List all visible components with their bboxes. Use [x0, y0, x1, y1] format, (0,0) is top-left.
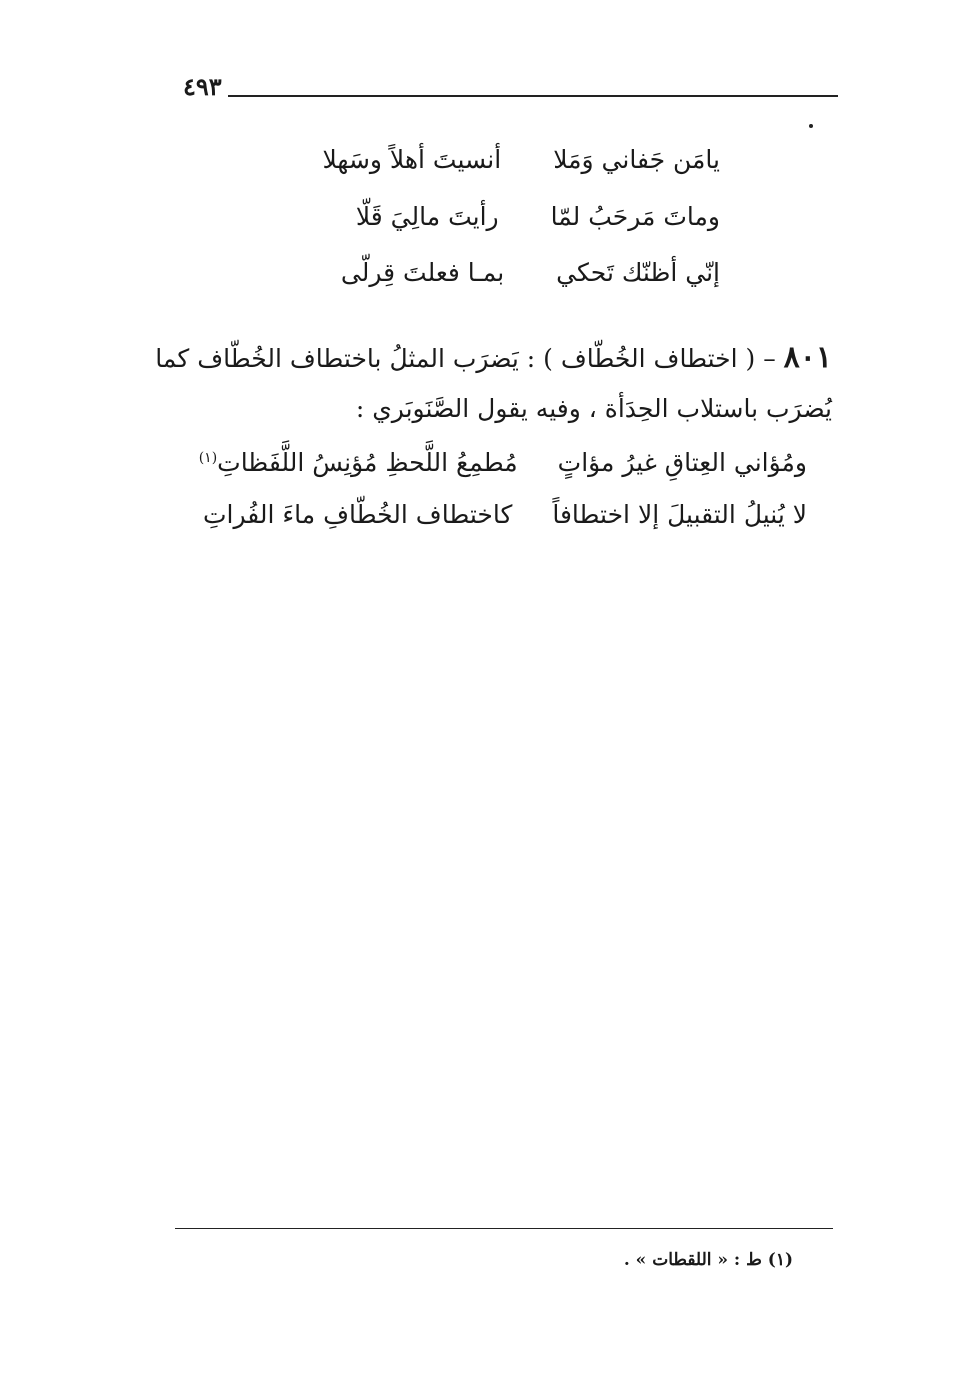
- verse-second-text: مُطمِعُ اللَّحظِ مُؤنِسُ اللَّفَظاتِ: [217, 448, 518, 477]
- verse-hemistich-first: لا يُنيلُ التقبيلَ إلا اختطافاً: [552, 500, 807, 529]
- entry-line-2: [356, 394, 832, 423]
- verse-hemistich-second: كاختطاف الخُطّافِ ماءَ الفُراتِ: [202, 500, 513, 529]
- verse-hemistich-second: أنسيتَ أهلاً وسَهلا: [322, 145, 502, 174]
- poem-verse: [356, 202, 720, 231]
- verse-hemistich-first: يامَن جَفاني وَمَلا: [553, 145, 720, 174]
- header-rule: [228, 95, 838, 97]
- verse-hemistich-second: رأيتَ مالِيَ قَلّا: [355, 202, 499, 231]
- verse-hemistich-second: [199, 448, 518, 477]
- poem-verse: [323, 145, 721, 174]
- page-number: ٤٩٣: [183, 72, 222, 101]
- verse-hemistich-first: إنّي أظنّك تَحكي: [556, 258, 720, 287]
- entry-number: ٨٠١: [783, 340, 832, 375]
- poem-verse: [341, 258, 720, 287]
- footnote-reference: (١): [198, 449, 218, 466]
- verse-hemistich-first: وماتَ مَرحَبُ لمّا: [550, 202, 720, 231]
- footnote-text: (١) ط : « اللقطات » .: [623, 1250, 793, 1270]
- stray-dot: [809, 124, 813, 128]
- footnote-rule: [175, 1228, 833, 1229]
- poem-verse: [203, 500, 807, 529]
- entry-text-2: يُضرَب باستلاب الحِدَأة ، وفيه يقول الصَّنَوبَري :: [355, 394, 832, 423]
- verse-hemistich-second: بمـا فعلتَ قِرلّى: [340, 258, 505, 287]
- verse-hemistich-first: ومُؤاني العِتاقِ غيرُ مؤاتٍ: [557, 448, 807, 477]
- entry-line-1: [155, 340, 832, 375]
- entry-text-1: – ( اختطاف الخُطّاف ) : يَضرَب المثلُ باختطاف الخُطّاف كما: [155, 344, 776, 373]
- poem-verse: [199, 448, 807, 477]
